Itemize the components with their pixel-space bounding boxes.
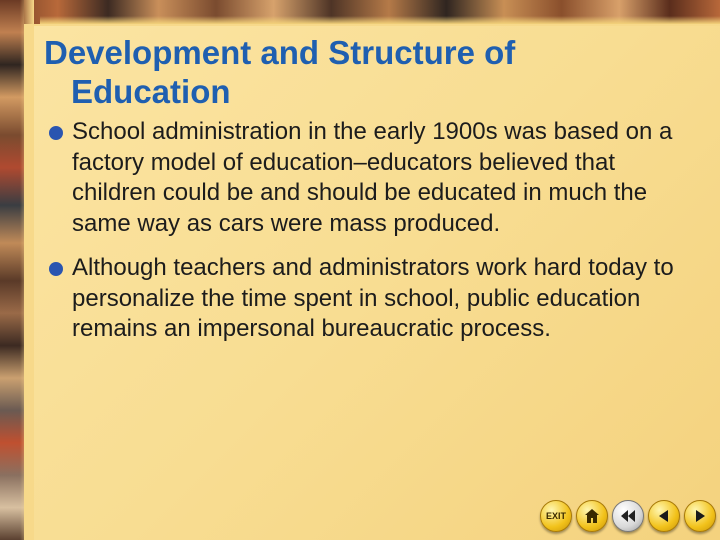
bullet-list <box>48 117 698 359</box>
bullet-item <box>48 253 698 345</box>
previous-slide-button[interactable] <box>648 500 680 532</box>
previous-arrow-icon <box>655 507 673 525</box>
next-slide-button[interactable] <box>684 500 716 532</box>
slide-title <box>44 33 604 111</box>
bullet-text: Although teachers and administrators work hard today to personalize the time spent in school, public education remains an impersonal bureaucratic process. <box>72 254 674 342</box>
bullet-item <box>48 117 698 239</box>
next-arrow-icon <box>691 507 709 525</box>
home-icon <box>583 507 601 525</box>
bullet-icon <box>49 262 63 276</box>
slide-title-line-1: Development and Structure of <box>44 34 516 71</box>
home-button[interactable] <box>576 500 608 532</box>
side-photo-strip <box>0 0 24 540</box>
first-slide-button[interactable] <box>612 500 644 532</box>
header-photo-strip <box>0 0 720 24</box>
slide-title-line-2: Education <box>71 73 231 110</box>
exit-button[interactable] <box>540 500 572 532</box>
exit-button-label: EXIT <box>545 511 566 521</box>
bullet-text: School administration in the early 1900s was based on a factory model of education–educators believed that children could be and should be educated in much the same way as cars were mass produced. <box>72 118 673 237</box>
navigation-bar <box>540 500 716 532</box>
rewind-icon <box>619 507 637 525</box>
bullet-icon <box>49 126 63 140</box>
